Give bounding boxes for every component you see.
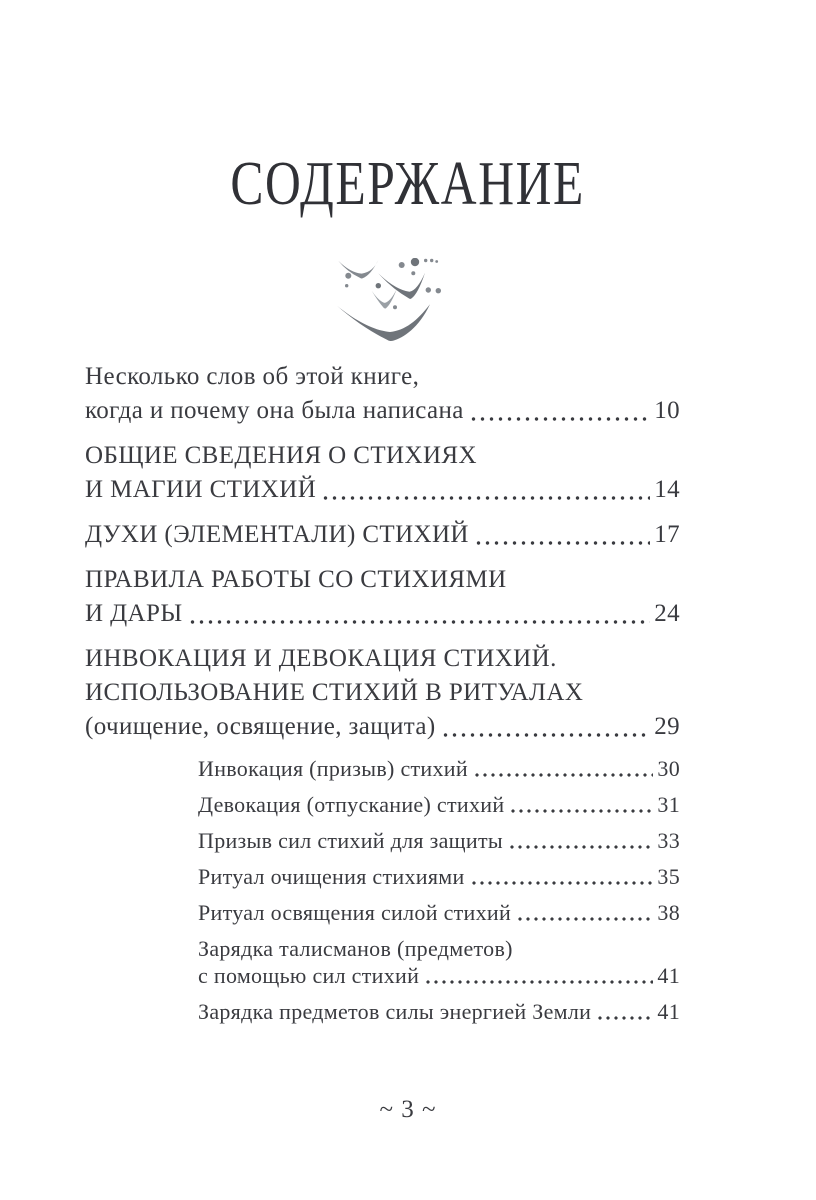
toc-entry-text: ИНВОКАЦИЯ И ДЕВОКАЦИЯ СТИХИЙ.	[85, 645, 557, 672]
toc-page-number: 41	[657, 999, 680, 1024]
toc-entry-text: Ритуал очищения стихиями	[198, 864, 465, 889]
gulls-ornament-icon	[337, 258, 443, 342]
toc-page-number: 31	[657, 792, 680, 817]
toc-entry-text: Призыв сил стихий для защиты	[198, 828, 503, 853]
toc-entry	[85, 518, 680, 552]
toc-page-number: 30	[657, 756, 680, 781]
toc-page-number: 14	[654, 476, 680, 503]
toc-page-number: 35	[657, 864, 680, 889]
title-wrap	[0, 0, 816, 222]
toc-entry	[198, 899, 680, 926]
toc-entry	[198, 863, 680, 890]
dot-leader	[188, 597, 651, 631]
toc-entry	[198, 998, 680, 1025]
toc-entry	[198, 755, 680, 782]
dot-leader	[596, 998, 653, 1025]
toc-page-number: 33	[657, 828, 680, 853]
toc-entry-line	[85, 394, 680, 428]
toc-entry-text: когда и почему она была написана	[85, 397, 464, 424]
toc-page-number: 38	[657, 900, 680, 925]
toc-entry-line	[85, 597, 680, 631]
toc-page-number: 17	[654, 521, 680, 548]
toc-entry-line	[198, 962, 680, 989]
toc-entry-line	[198, 863, 680, 890]
toc-entry-line	[85, 676, 680, 710]
toc-entry-line	[198, 935, 680, 962]
toc-entry-text: ПРАВИЛА РАБОТЫ СО СТИХИЯМИ	[85, 566, 507, 593]
toc-entry-line	[85, 642, 680, 676]
toc-entry	[85, 360, 680, 428]
page-number-footer: ~ 3 ~	[379, 1096, 437, 1123]
toc-page-number: 10	[654, 397, 680, 424]
dot-leader	[424, 962, 653, 989]
toc-entry	[198, 791, 680, 818]
dot-leader	[441, 710, 651, 744]
dot-leader	[509, 791, 653, 818]
toc-entry-line	[85, 473, 680, 507]
toc-entry	[85, 439, 680, 507]
dot-leader	[321, 473, 650, 507]
toc-entry-text: Несколько слов об этой книге,	[85, 363, 420, 390]
page-title: СОДЕРЖАНИЕ	[230, 150, 586, 218]
toc-entry-text: (очищение, освящение, защита)	[85, 713, 436, 740]
toc-page-number: 29	[654, 713, 680, 740]
toc-entry-text: ИСПОЛЬЗОВАНИЕ СТИХИЙ В РИТУАЛАХ	[85, 679, 584, 706]
toc-entry-line	[85, 518, 680, 552]
dot-leader	[470, 863, 654, 890]
toc-entry-text: И ДАРЫ	[85, 600, 183, 627]
toc-entry-text: Зарядка талисманов (предметов)	[198, 936, 513, 961]
toc-entry	[85, 563, 680, 631]
dot-leader	[474, 518, 650, 552]
toc-entry-line	[198, 755, 680, 782]
toc-entry-line	[198, 791, 680, 818]
toc-entry	[85, 642, 680, 744]
toc-entry-text: ОБЩИЕ СВЕДЕНИЯ О СТИХИЯХ	[85, 442, 477, 469]
toc-entry-text: И МАГИИ СТИХИЙ	[85, 476, 317, 503]
toc-entry-text: Ритуал освящения силой стихий	[198, 900, 512, 925]
dot-leader	[516, 899, 653, 926]
toc-entry-line	[198, 899, 680, 926]
toc-list	[85, 360, 680, 1025]
toc-page-number: 41	[657, 963, 680, 988]
toc-entry-text: ДУХИ (ЭЛЕМЕНТАЛИ) СТИХИЙ	[85, 521, 469, 548]
toc-entry-line	[85, 710, 680, 744]
toc-entry-line	[85, 360, 680, 394]
toc-page-number: 24	[654, 600, 680, 627]
dot-leader	[473, 755, 653, 782]
dot-leader	[508, 827, 653, 854]
dot-leader	[469, 394, 650, 428]
toc-entry	[198, 827, 680, 854]
toc-entry-line	[85, 563, 680, 597]
toc-entry-line	[85, 439, 680, 473]
toc-entry-text: Зарядка предметов силы энергией Земли	[198, 999, 592, 1024]
toc-entry	[198, 935, 680, 989]
toc-entry-line	[198, 998, 680, 1025]
toc-entry-text: Девокация (отпускание) стихий	[198, 792, 505, 817]
toc-entry-text: с помощью сил стихий	[198, 963, 420, 988]
toc-entry-text: Инвокация (призыв) стихий	[198, 756, 468, 781]
toc-entry-line	[198, 827, 680, 854]
